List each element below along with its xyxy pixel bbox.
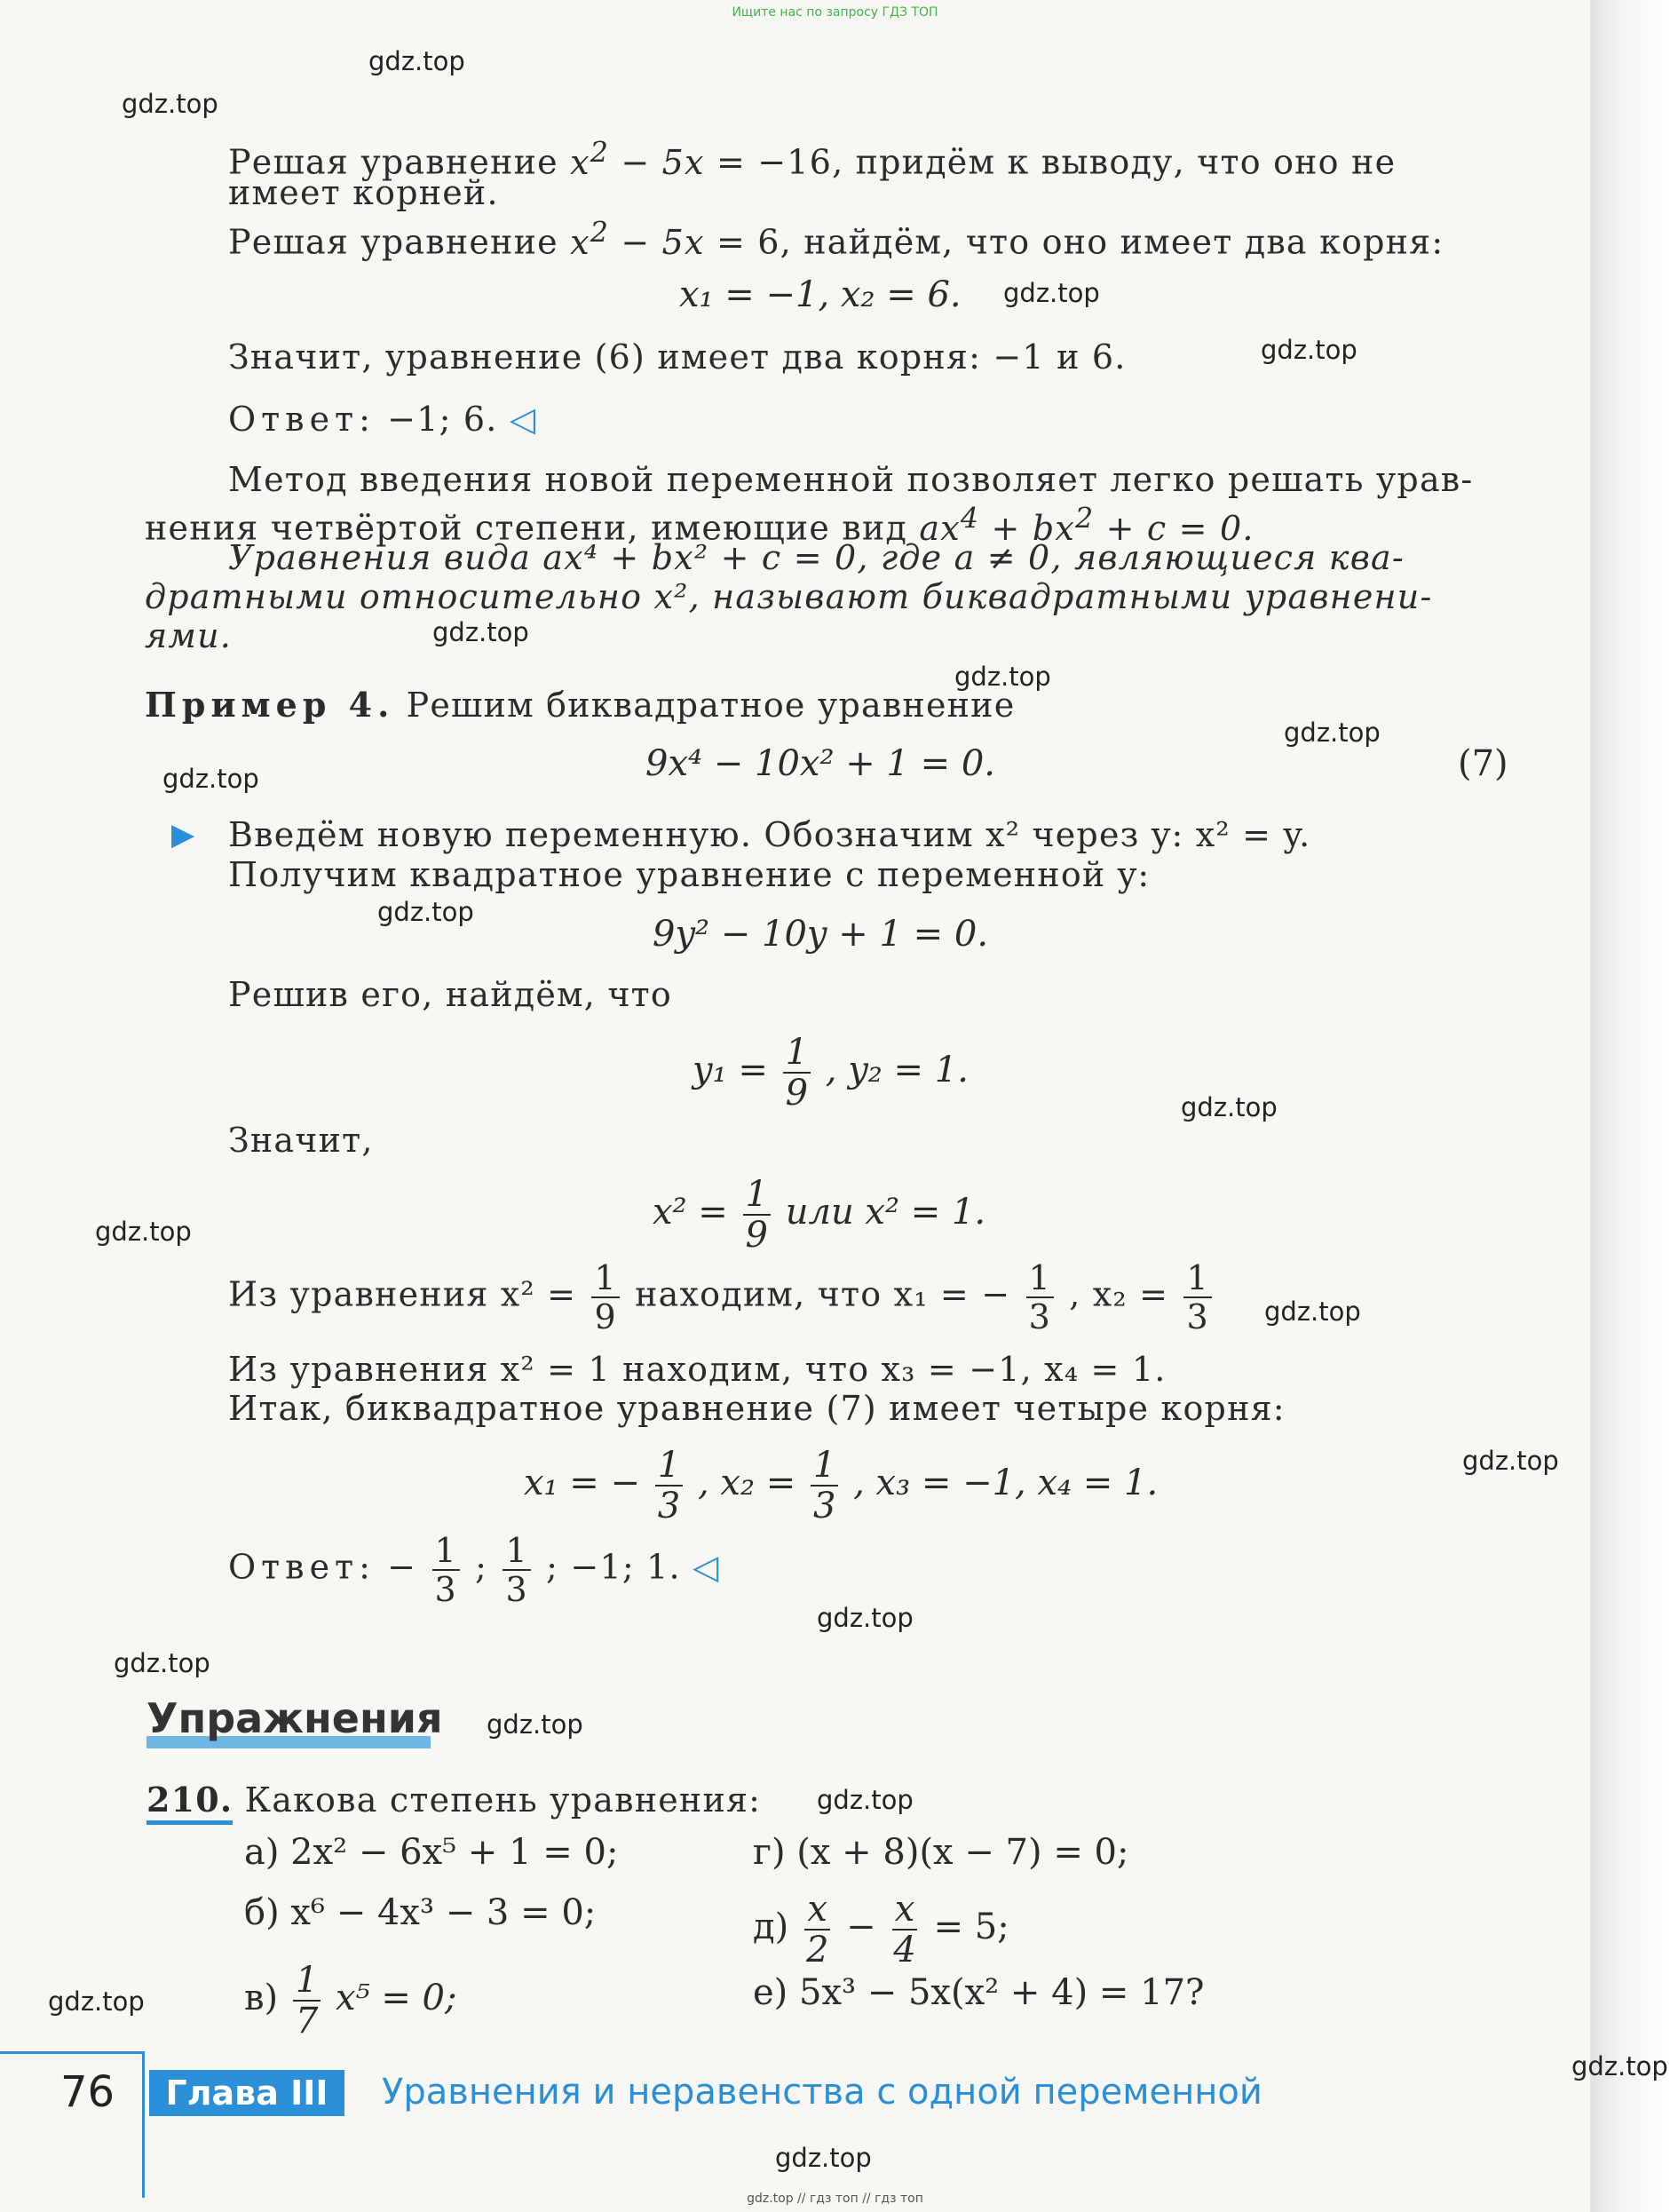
numerator: 1 xyxy=(503,1534,530,1571)
exercise-number: 210. xyxy=(146,1780,233,1825)
solution-text: , x₂ = xyxy=(1069,1274,1169,1314)
biquadratic-equation: 9x⁴ − 10x² + 1 = 0. xyxy=(645,743,995,784)
watermark: gdz.top xyxy=(122,89,218,119)
method-text: нения четвёртой степени, имеющие вид xyxy=(145,508,908,548)
numerator: x xyxy=(804,1891,830,1931)
exercise-question: Какова степень уравнения: xyxy=(244,1780,762,1820)
answer-line xyxy=(228,1531,720,1609)
item-expression: = 5; xyxy=(933,1907,1009,1947)
numerator: 1 xyxy=(591,1261,619,1298)
solution-line xyxy=(228,213,1444,262)
example-text: Решим биквадратное уравнение xyxy=(406,686,1016,725)
denominator: 3 xyxy=(812,1486,836,1526)
denominator: 7 xyxy=(295,2001,319,2042)
x-squared-equation xyxy=(653,1174,986,1256)
equation-part: , x₃ = −1, x₄ = 1. xyxy=(853,1463,1159,1503)
fraction xyxy=(803,1891,831,1968)
denominator: 4 xyxy=(893,1930,916,1970)
example-heading xyxy=(145,686,1015,725)
fraction xyxy=(432,1531,460,1609)
numerator: x xyxy=(892,1891,918,1931)
definition-line: ями. xyxy=(145,616,233,655)
watermark: gdz.top xyxy=(817,1785,914,1815)
end-of-solution-icon: ◁ xyxy=(509,400,537,439)
watermark: gdz.top xyxy=(377,897,474,927)
bottom-note: gdz.top // гдз топ // гдз топ xyxy=(747,2192,923,2206)
watermark: gdz.top xyxy=(1181,1092,1278,1122)
numerator: 1 xyxy=(743,1177,771,1216)
equation-part: x² = xyxy=(653,1192,728,1233)
solution-line: Итак, биквадратное уравнение (7) имеет четыре корня: xyxy=(228,1389,1286,1428)
fraction xyxy=(1183,1258,1211,1336)
watermark: gdz.top xyxy=(432,617,529,647)
exercise-item-b: б) x⁶ − 4x³ − 3 = 0; xyxy=(244,1892,597,1933)
answer-part: − xyxy=(387,1547,417,1587)
quadratic-equation: 9y² − 10y + 1 = 0. xyxy=(653,914,989,955)
watermark: gdz.top xyxy=(1261,335,1357,365)
equation-part: или x² = 1. xyxy=(785,1192,986,1233)
top-search-note: Ищите нас по запросу ГДЗ ТОП xyxy=(732,5,938,20)
method-paragraph-line: Метод введения новой переменной позволяет легко решать урав- xyxy=(228,460,1474,499)
item-label: д) xyxy=(753,1907,789,1947)
numerator: 1 xyxy=(432,1534,460,1571)
page-number: 76 xyxy=(60,2067,115,2117)
solution-start-icon: ▶ xyxy=(171,817,195,852)
solution-text: Решая уравнение xyxy=(228,142,558,182)
item-label: в) xyxy=(244,1978,279,2018)
denominator: 2 xyxy=(805,1930,829,1970)
fraction xyxy=(811,1447,838,1524)
exercises-heading: Упражнения xyxy=(146,1694,443,1742)
equation-part: , y₂ = 1. xyxy=(825,1050,969,1090)
solution-text: = 6, найдём, что оно имеет два корня: xyxy=(716,222,1444,262)
solution-text: = −16, придём к выводу, что оно не xyxy=(716,142,1397,182)
watermark: gdz.top xyxy=(954,662,1051,692)
footer-rule-horizontal xyxy=(0,2051,145,2054)
definition-line: Уравнения вида ax⁴ + bx² + c = 0, где a ≠ 0, являющиеся ква- xyxy=(228,538,1405,577)
exercise-210 xyxy=(146,1780,761,1820)
answer-part: ; −1; 1. xyxy=(546,1547,681,1587)
fraction xyxy=(655,1447,683,1524)
solution-conclusion: Значит, уравнение (6) имеет два корня: −1 и 6. xyxy=(228,337,1127,377)
watermark: gdz.top xyxy=(775,2143,872,2173)
math-expression: $ax^4 + bx^2 + c = 0$. xyxy=(919,503,1254,548)
numerator: 1 xyxy=(1183,1261,1211,1298)
denominator: 9 xyxy=(745,1215,768,1256)
exercise-item-f: е) 5x³ − 5x(x² + 4) = 17? xyxy=(753,1972,1205,2013)
fraction xyxy=(591,1258,619,1336)
equation-part: y₁ = xyxy=(693,1050,768,1090)
equation-number: (7) xyxy=(1458,743,1508,784)
solution-text: находим, что x₁ = − xyxy=(635,1274,1011,1314)
operator: − xyxy=(846,1907,876,1947)
watermark: gdz.top xyxy=(162,764,259,794)
footer-rule-vertical xyxy=(142,2051,145,2198)
solution-line: Значит, xyxy=(228,1121,374,1160)
definition-line: дратными относительно x², называют биквадратными уравнени- xyxy=(145,577,1433,616)
numerator: 1 xyxy=(293,1962,321,2002)
watermark: gdz.top xyxy=(48,1986,145,2017)
watermark: gdz.top xyxy=(1284,718,1381,748)
denominator: 3 xyxy=(657,1486,681,1526)
final-roots-equation xyxy=(524,1447,1158,1524)
numerator: 1 xyxy=(783,1035,811,1074)
solution-line: Из уравнения x² = 1 находим, что x₃ = −1, x₄ = 1. xyxy=(228,1350,1167,1389)
chapter-label: Глава III xyxy=(149,2070,344,2116)
equation-part: , x₂ = xyxy=(697,1463,796,1503)
denominator: 3 xyxy=(505,1570,528,1609)
watermark: gdz.top xyxy=(368,46,465,76)
item-expression: x⁵ = 0; xyxy=(336,1978,457,2018)
y-roots-equation xyxy=(693,1032,969,1114)
answer-line xyxy=(228,400,536,439)
watermark: gdz.top xyxy=(114,1648,210,1678)
answer-label: Ответ: xyxy=(228,1547,376,1587)
fraction xyxy=(890,1891,918,1968)
chapter-title: Уравнения и неравенства с одной переменной xyxy=(382,2072,1262,2113)
numerator: 1 xyxy=(811,1447,838,1487)
denominator: 3 xyxy=(434,1570,457,1609)
solution-text: Решая уравнение xyxy=(228,222,558,262)
numerator: 1 xyxy=(1026,1261,1054,1298)
watermark: gdz.top xyxy=(95,1217,192,1247)
solution-text: Из уравнения x² = xyxy=(228,1274,577,1314)
exercise-item-a: а) 2x² − 6x⁵ + 1 = 0; xyxy=(244,1832,619,1873)
exercise-item-c xyxy=(244,1960,457,2042)
denominator: 3 xyxy=(1186,1297,1209,1336)
watermark: gdz.top xyxy=(1462,1446,1559,1476)
math-expression: $x^2 - 5x$ xyxy=(570,137,716,182)
fraction xyxy=(293,1960,321,2042)
solution-line: Введём новую переменную. Обозначим x² через y: x² = y. xyxy=(228,815,1311,854)
fraction xyxy=(783,1032,811,1114)
watermark: gdz.top xyxy=(487,1709,583,1740)
equation-part: x₁ = − xyxy=(524,1463,641,1503)
roots-equation: x₁ = −1, x₂ = 6. xyxy=(679,274,962,315)
numerator: 1 xyxy=(655,1447,683,1487)
exercise-item-e xyxy=(753,1891,1009,1968)
book-spine-shadow xyxy=(1590,0,1670,2212)
solution-line: имеет корней. xyxy=(228,173,499,212)
fraction xyxy=(1026,1258,1054,1336)
watermark: gdz.top xyxy=(1264,1296,1361,1327)
answer-part: ; xyxy=(475,1547,488,1587)
denominator: 9 xyxy=(594,1297,617,1336)
example-label: Пример 4. xyxy=(145,685,395,725)
denominator: 9 xyxy=(785,1073,809,1114)
answer-value: −1; 6. xyxy=(387,400,498,439)
answer-label: Ответ: xyxy=(228,400,376,439)
solution-line xyxy=(228,1258,1215,1336)
math-expression: $x^2 - 5x$ xyxy=(570,217,716,262)
watermark: gdz.top xyxy=(1003,278,1100,308)
end-of-solution-icon: ◁ xyxy=(693,1547,720,1587)
watermark: gdz.top xyxy=(1571,2051,1668,2081)
solution-line: Решив его, найдём, что xyxy=(228,975,672,1014)
fraction xyxy=(503,1531,530,1609)
exercise-item-d: г) (x + 8)(x − 7) = 0; xyxy=(753,1832,1129,1873)
watermark: gdz.top xyxy=(817,1603,914,1633)
denominator: 3 xyxy=(1028,1297,1051,1336)
fraction xyxy=(743,1174,771,1256)
solution-line: Получим квадратное уравнение с переменной y: xyxy=(228,855,1151,894)
